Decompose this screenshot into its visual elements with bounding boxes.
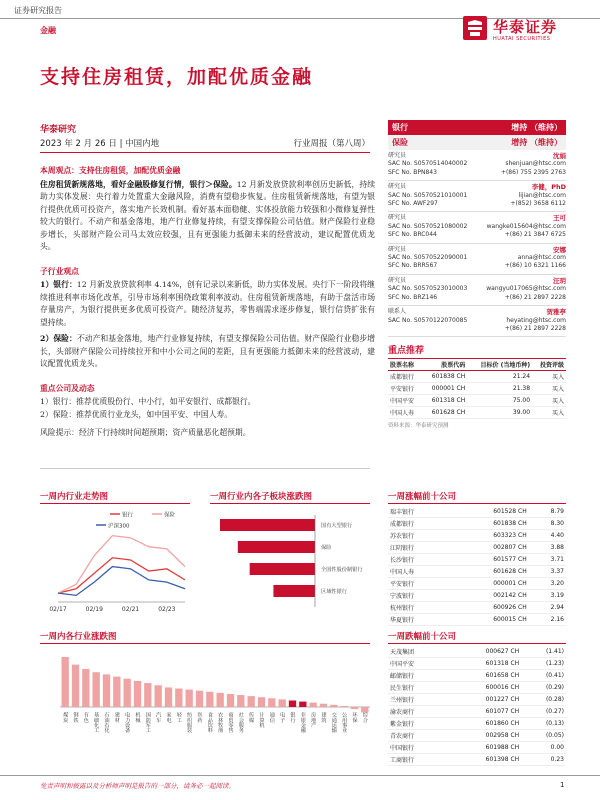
bar — [93, 672, 100, 707]
table-cell: 3.37 — [529, 566, 566, 578]
table-cell: 21.38 — [467, 383, 532, 395]
bar — [268, 698, 275, 707]
table-row — [388, 506, 566, 518]
table-cell: 002142 CH — [448, 590, 529, 602]
bar — [113, 677, 120, 707]
table-cell: 3.19 — [529, 590, 566, 602]
table-cell: 000001 CH — [422, 383, 467, 395]
table-cell: (0.27) — [521, 706, 566, 718]
panel-underline — [210, 503, 370, 504]
analyst-sac: SAC No. S0570122070085 — [388, 316, 468, 324]
panel-underline — [388, 503, 566, 504]
huatai-logo-icon — [463, 16, 487, 40]
bar — [289, 700, 296, 707]
category-label: 钢铁 — [72, 712, 79, 723]
summary-paragraph — [40, 179, 375, 254]
table-cell: 渝农商行 — [388, 706, 445, 718]
x-tick-label: 02/19 — [85, 606, 103, 613]
table-cell: 买入 — [532, 383, 566, 395]
analyst-role: 研究员 — [388, 245, 407, 253]
bar — [341, 706, 348, 707]
sector-bar-chart — [210, 507, 375, 622]
analyst-name: 李健，PhD — [531, 183, 566, 192]
table-cell: 青农商行 — [388, 730, 445, 742]
bar — [227, 694, 234, 707]
table-row — [388, 371, 566, 383]
category-label: 纺织服装 — [186, 712, 193, 733]
category-label: 建筑 — [320, 712, 327, 723]
table-cell: 603323 CH — [448, 530, 529, 542]
company-logo — [463, 14, 583, 48]
category-label: 电子 — [279, 712, 286, 723]
bar — [62, 657, 69, 707]
category-label: 商贸零售 — [227, 712, 234, 733]
table-row — [388, 718, 566, 730]
bar — [330, 705, 337, 707]
category-label: 石油石化 — [103, 712, 110, 733]
table-cell: 杭州银行 — [388, 602, 448, 614]
category-label: 计算机 — [258, 712, 265, 728]
analyst-phone: +(86) 21 3847 6725 — [504, 231, 566, 239]
insurance-paragraph — [40, 333, 375, 371]
analyst-sfc: SFC No. BPN843 — [388, 168, 437, 176]
analyst-name: 贺雅亭 — [546, 308, 566, 317]
analyst-sfc: SFC No. BRZ146 — [388, 293, 438, 301]
table-cell: 长沙银行 — [388, 554, 448, 566]
rating-value: 增持 （维持） — [511, 122, 562, 132]
legend-label: 沪深300 — [108, 523, 130, 530]
table-cell: 2.16 — [529, 614, 566, 626]
table-cell: 3.88 — [529, 542, 566, 554]
analyst-phone: +(852) 3658 6112 — [510, 200, 566, 208]
report-type-label: 证券研究报告 — [14, 6, 62, 15]
category-label: 基础化工 — [93, 712, 100, 733]
panel-underline — [40, 503, 190, 504]
top10-title: 一周涨幅前十公司 — [388, 492, 457, 502]
series-line-1 — [58, 536, 185, 594]
report-kind: 行业周报（第八周） — [293, 139, 370, 149]
table-cell: 民生银行 — [388, 682, 445, 694]
table-cell: 瑞丰银行 — [388, 506, 448, 518]
bar — [72, 665, 79, 707]
analyst-card — [388, 306, 566, 337]
table-cell: 001227 CH — [445, 694, 521, 706]
table-row — [388, 706, 566, 718]
category-label: 房地产 — [310, 712, 317, 728]
table-row — [388, 383, 566, 395]
bar — [299, 702, 306, 707]
category-label: 保险 — [321, 545, 332, 551]
analyst-name: 王可 — [553, 214, 566, 223]
table-cell: 成都银行 — [388, 518, 448, 530]
analyst-card — [388, 150, 566, 181]
analyst-sfc: SFC No. AWF297 — [388, 200, 438, 208]
dateline — [40, 137, 370, 153]
table-cell: 苏农银行 — [388, 530, 448, 542]
disclaimer: 免责声明和披露以及分析师声明是报告的一部分，请务必一起阅读。 — [40, 782, 235, 790]
table-cell: 中国平安 — [388, 395, 422, 407]
table-row — [388, 518, 566, 530]
table-cell: 0.23 — [521, 754, 566, 766]
category-label: 区域性银行 — [321, 589, 347, 595]
analyst-sac: SAC No. S0570521010001 — [388, 191, 468, 199]
table-row — [388, 742, 566, 754]
sector-label: 金融 — [40, 25, 56, 35]
analyst-email[interactable]: wangke015604@htsc.com — [486, 222, 566, 230]
analyst-phone: +(86) 755 2395 2763 — [500, 168, 566, 176]
analyst-name: 汪玥 — [553, 276, 566, 285]
series-line-0 — [58, 558, 185, 593]
legend-label: 银行 — [122, 512, 134, 519]
bar — [175, 689, 182, 707]
key-company-line: 2）保险：推荐优质行业龙头，如中国平安、中国人寿。 — [40, 409, 233, 419]
bar — [103, 674, 110, 707]
table-cell: (0.05) — [521, 730, 566, 742]
bar — [217, 693, 224, 707]
analyst-sfc: SFC No. BRC044 — [388, 231, 437, 239]
top10-table — [388, 506, 566, 626]
table-row — [388, 658, 566, 670]
analyst-card — [388, 212, 566, 243]
bank-label: 1）银行： — [40, 280, 77, 289]
table-cell: 002958 CH — [445, 730, 521, 742]
category-label: 全国性股份制银行 — [321, 567, 363, 573]
col-header: 股票名称 — [388, 359, 422, 371]
analyst-card — [388, 275, 566, 306]
analyst-phone: +(86) 10 6321 1166 — [504, 262, 566, 270]
rating-row-insurance — [388, 135, 566, 150]
table-cell: (0.41) — [521, 670, 566, 682]
table-cell: 601860 CH — [445, 718, 521, 730]
analyst-role: 研究员 — [388, 152, 407, 159]
table-cell: 宁波银行 — [388, 590, 448, 602]
analyst-phone: +(86) 21 2897 2228 — [504, 293, 566, 301]
trend-line-chart — [40, 507, 195, 622]
analyst-card — [388, 244, 566, 275]
table-cell: 002807 CH — [448, 542, 529, 554]
analyst-role: 联系人 — [388, 308, 407, 316]
table-cell: 买入 — [532, 395, 566, 407]
analyst-sfc: SFC No. BRR567 — [388, 262, 438, 270]
logo-cn-text: 华泰证券 — [493, 18, 558, 36]
table-cell: 601988 CH — [445, 742, 521, 754]
category-label: 环保 — [351, 712, 358, 723]
industry-bar-chart — [40, 647, 375, 765]
table-row — [388, 578, 566, 590]
table-row — [388, 694, 566, 706]
bar — [220, 519, 315, 531]
rating-sector: 保险 — [392, 137, 408, 147]
category-label: 国有大型银行 — [321, 523, 353, 529]
table-cell: 8.79 — [529, 506, 566, 518]
rating-sector: 银行 — [392, 122, 408, 132]
table-row — [388, 542, 566, 554]
key-company-line: 1）银行：推荐优质股份行、中小行，如平安银行、成都银行。 — [40, 397, 256, 406]
analyst-card — [388, 181, 566, 212]
table-cell: 601628 CH — [422, 407, 467, 419]
table-cell: 成都银行 — [388, 371, 422, 383]
table-row — [388, 590, 566, 602]
table-cell: 天茂集团 — [388, 646, 445, 658]
category-label: 农林牧渔 — [217, 712, 224, 733]
category-label: 社会服务 — [237, 712, 244, 733]
recommend-title: 重点推荐 — [388, 343, 566, 359]
industry-chart-title: 一周内各行业涨跌图 — [40, 632, 117, 642]
table-cell: 600926 CH — [448, 602, 529, 614]
footer-divider — [0, 775, 600, 776]
table-cell: 601398 CH — [445, 754, 521, 766]
category-label: 国防军工 — [144, 712, 151, 733]
bar — [144, 683, 151, 707]
bottom10-table — [388, 646, 566, 766]
table-cell: 75.00 — [467, 395, 532, 407]
bar — [186, 690, 193, 707]
insurance-text: 不动产和基金落地，地产行业修复持续，有望支撑保险公司估值。财产保险行业稳步增长，头部财产保险公司持续拉开和中小公司之间的差距，且有更强能力抵御未来的经营波动，建议配置优质龙头。 — [40, 334, 375, 368]
col-header: 股票代码 — [422, 359, 467, 371]
summary-text: 12 月新发放贷款利率创历史新低，持续助力实体发展：央行着力处置重大金融风险，消费有望稳步恢复。住房租赁新规落地，有望为银行提供优质可投资产，落实地产长效机制。看好基本面稳健、实体投放能力较强和小微修复弹性较大的银行。不动产和基金落地，地产行业修复持续，有望支撑保险公司估值。财产保险行业稳步增长，头部财产险公司马太效应较强，且有更强能力抵御未来的经营波动，建议配置优质龙头。 — [40, 179, 375, 251]
analyst-sac: SAC No. S0570514040002 — [388, 160, 468, 168]
category-label: 银行 — [289, 712, 296, 723]
analyst-role: 研究员 — [388, 183, 407, 191]
bar — [310, 703, 317, 707]
category-label: 机械 — [134, 712, 141, 723]
table-cell: 兰州银行 — [388, 694, 445, 706]
table-cell: 0.00 — [521, 742, 566, 754]
table-cell: 39.00 — [467, 407, 532, 419]
risk-note: 风险提示：经济下行持续时间超预期；资产质量恶化超预期。 — [40, 428, 251, 437]
bar — [320, 704, 327, 707]
section-divider — [40, 468, 370, 469]
legend-label: 保险 — [164, 512, 176, 519]
table-row — [388, 602, 566, 614]
logo-en-text: HUATAI SECURITIES — [493, 36, 551, 42]
bar — [82, 669, 89, 707]
analyst-sac: SAC No. S0570522090001 — [388, 254, 468, 262]
table-row — [388, 670, 566, 682]
page-number: 1 — [560, 781, 565, 789]
table-row — [388, 682, 566, 694]
bar — [273, 585, 315, 597]
table-row — [388, 407, 566, 419]
report-date: 2023 年 2 月 26 日 | 中国内地 — [40, 139, 160, 149]
table-cell: 601838 CH — [422, 371, 467, 383]
table-cell: 工商银行 — [388, 754, 445, 766]
rating-value: 增持 （维持） — [511, 137, 562, 147]
bar — [165, 687, 172, 707]
category-label: 综合 — [361, 712, 368, 723]
table-row — [388, 395, 566, 407]
x-tick-label: 02/17 — [49, 606, 67, 613]
category-label: 轻工 — [175, 712, 182, 723]
bar — [351, 707, 358, 709]
category-label: 汽车 — [155, 712, 162, 723]
analyst-name: 沈娟 — [553, 152, 566, 160]
sub-section-heading: 子行业观点 — [40, 266, 79, 276]
table-cell: 601658 CH — [445, 670, 521, 682]
bar — [196, 691, 203, 707]
table-row — [388, 554, 566, 566]
x-tick-label: 02/21 — [121, 606, 140, 613]
series-line-2 — [58, 567, 185, 596]
analyst-sac: SAC No. S0570523010003 — [388, 285, 468, 293]
source-note: 资料来源：华泰研究预测 — [388, 423, 449, 430]
table-cell: 平安银行 — [388, 578, 448, 590]
bank-paragraph — [40, 279, 375, 329]
category-label: 非银金融 — [299, 712, 306, 733]
trend-chart-title: 一周内行业走势图 — [40, 492, 109, 502]
bar — [248, 696, 255, 707]
table-cell: 000627 CH — [445, 646, 521, 658]
analyst-role: 研究员 — [388, 276, 407, 284]
table-row — [388, 614, 566, 626]
sector-chart-title: 一周行业内各子板块涨跌图 — [210, 492, 313, 502]
table-cell: 中国平安 — [388, 658, 445, 670]
analyst-email[interactable]: heyating@htsc.com — [506, 316, 566, 324]
table-row — [388, 566, 566, 578]
table-cell: 中国人寿 — [388, 407, 422, 419]
category-label: 煤炭 — [62, 712, 69, 723]
analyst-phone: +(86) 21 2897 2228 — [504, 324, 566, 332]
analyst-email[interactable]: lijian@htsc.com — [518, 191, 566, 199]
table-cell: 买入 — [532, 371, 566, 383]
bar — [206, 692, 213, 707]
category-label: 交通运输 — [330, 712, 337, 733]
category-label: 家电 — [165, 712, 172, 723]
table-cell: 中国人寿 — [388, 566, 448, 578]
bar — [237, 695, 244, 707]
panel-underline — [40, 643, 370, 644]
category-label: 传媒 — [248, 712, 255, 723]
summary-heading: 本周观点：支持住房租赁，加配优质金融 — [40, 166, 181, 175]
table-cell: 601318 CH — [422, 395, 467, 407]
table-cell: 4.40 — [529, 530, 566, 542]
rating-row-bank — [388, 120, 566, 135]
bottom10-title: 一周跌幅前十公司 — [388, 632, 457, 642]
bar — [279, 699, 286, 707]
insurance-label: 2）保险： — [40, 334, 77, 343]
byline: 华泰研究 — [40, 125, 77, 135]
analyst-list — [388, 150, 566, 337]
table-cell: 21.24 — [467, 371, 532, 383]
bank-text: 12 月新发放贷款利率 4.14%，创有记录以来新低，助力实体发展。央行下一阶段将继续推进利率市场化改革，引导市场利率围绕政策利率波动。住房租赁新规落地，有助于盘活市场存量房产，为银行提供更多优质可投资产。随经济复苏，零售端需求逐步修复，银行信贷扩张有望持续。 — [40, 280, 375, 327]
table-cell: 601318 CH — [445, 658, 521, 670]
table-cell: 2.94 — [529, 602, 566, 614]
key-companies-heading: 重点公司及动态 — [40, 383, 95, 393]
analyst-email[interactable]: shenjuan@htsc.com — [505, 160, 566, 168]
analyst-email[interactable]: wangyu017065@htsc.com — [486, 285, 566, 293]
table-cell: 601628 CH — [448, 566, 529, 578]
table-row — [388, 530, 566, 542]
table-cell: 中国银行 — [388, 742, 445, 754]
table-cell: 平安银行 — [388, 383, 422, 395]
bar — [124, 679, 131, 707]
table-cell: 601528 CH — [448, 506, 529, 518]
table-cell: 601077 CH — [445, 706, 521, 718]
bar — [238, 541, 315, 553]
category-label: 通信 — [268, 712, 275, 723]
table-cell: 买入 — [532, 407, 566, 419]
bar — [258, 697, 265, 707]
panel-underline — [388, 643, 566, 644]
main-content — [40, 165, 375, 440]
table-cell: (1.23) — [521, 658, 566, 670]
summary-lead: 住房租赁新规落地，看好金融股修复行情，银行＞保险。 — [40, 179, 237, 189]
table-cell: (0.13) — [521, 718, 566, 730]
table-cell: 601577 CH — [448, 554, 529, 566]
table-row — [388, 646, 566, 658]
report-title: 支持住房租赁，加配优质金融 — [40, 66, 314, 88]
x-tick-label: 02/23 — [158, 606, 176, 613]
table-row — [388, 730, 566, 742]
analyst-sac: SAC No. S0570521080002 — [388, 222, 468, 230]
table-cell: 邮储银行 — [388, 670, 445, 682]
table-cell: 3.20 — [529, 578, 566, 590]
bar — [155, 685, 162, 707]
table-cell: 600015 CH — [448, 614, 529, 626]
category-label: 医药 — [196, 712, 203, 723]
category-label: 食品饮料 — [206, 712, 213, 733]
analyst-name: 安娜 — [553, 245, 566, 254]
table-cell: 8.30 — [529, 518, 566, 530]
table-row — [388, 754, 566, 766]
category-label: 建材 — [113, 712, 120, 723]
table-cell: (1.41) — [521, 646, 566, 658]
analyst-role: 研究员 — [388, 214, 407, 222]
category-label: 有色 — [82, 712, 89, 723]
table-cell: 紫金银行 — [388, 718, 445, 730]
category-label: 公用事业 — [341, 712, 348, 733]
category-label: 电力设备 — [124, 712, 131, 733]
col-header: 目标价 (当地币种) — [467, 359, 532, 371]
analyst-email[interactable]: anna@htsc.com — [517, 254, 566, 262]
table-cell: 江阴银行 — [388, 542, 448, 554]
bar — [134, 681, 141, 707]
table-cell: 3.71 — [529, 554, 566, 566]
table-cell: 600016 CH — [445, 682, 521, 694]
table-cell: 华夏银行 — [388, 614, 448, 626]
recommend-table — [388, 359, 566, 419]
table-cell: (0.28) — [521, 694, 566, 706]
bar — [250, 563, 315, 575]
table-cell: 601838 CH — [448, 518, 529, 530]
table-cell: (0.29) — [521, 682, 566, 694]
right-sidebar — [388, 120, 566, 429]
table-cell: 000001 CH — [448, 578, 529, 590]
col-header: 投资评级 — [532, 359, 566, 371]
